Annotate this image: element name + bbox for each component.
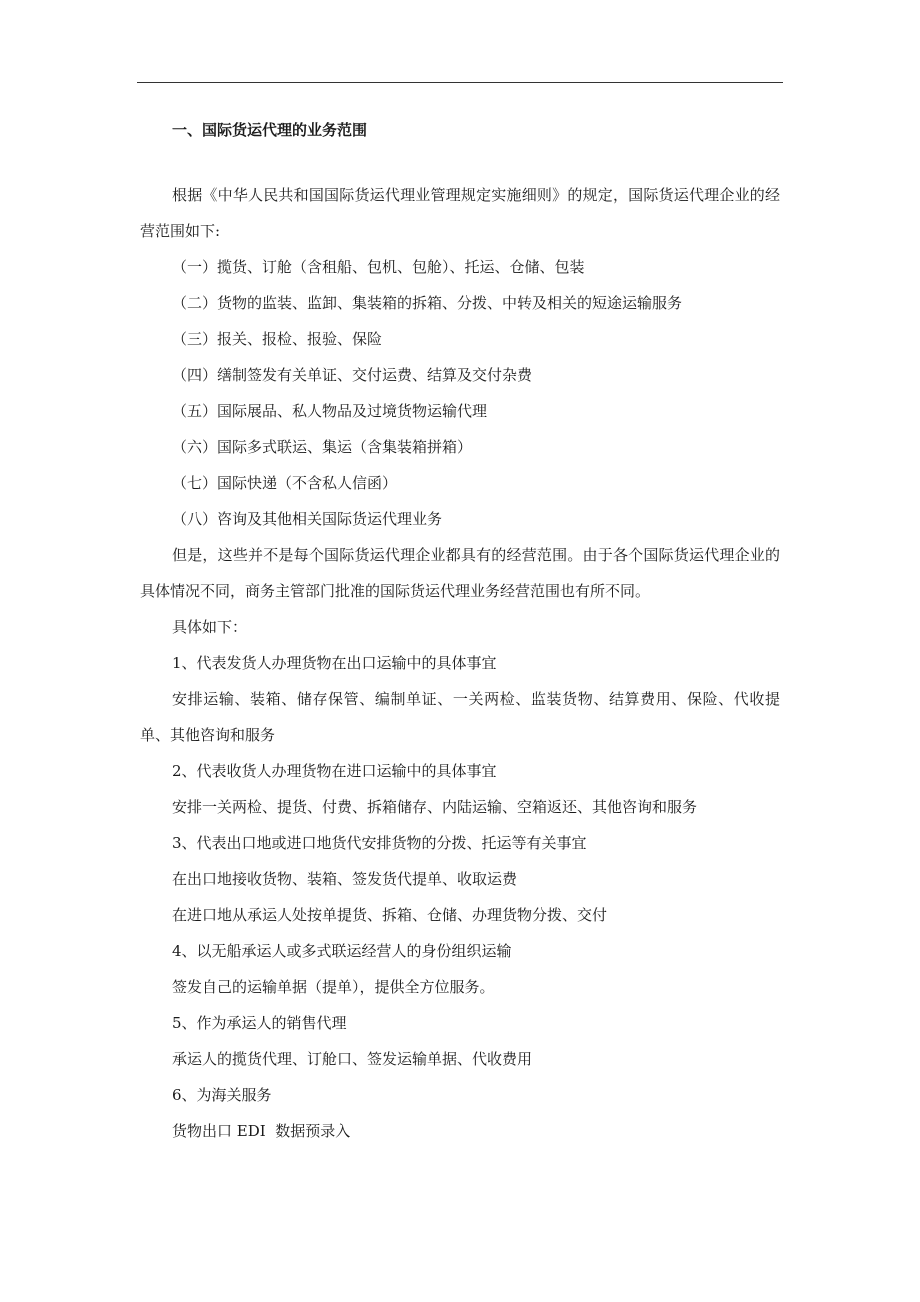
note-paragraph: 但是，这些并不是每个国际货运代理企业都具有的经营范围。由于各个国际货运代理企业的具体情况不同，商务主管部门批准的国际货运代理业务经营范围也有所不同。 (140, 546, 780, 600)
scope-item: （七）国际快递（不含私人信函） (172, 474, 398, 492)
scope-item: （八）咨询及其他相关国际货运代理业务 (172, 510, 443, 528)
detail-text: 签发自己的运输单据（提单），提供全方位服务。 (172, 978, 495, 996)
header-rule (137, 82, 783, 83)
detail-text: 货物出口 EDI 数据预录入 (172, 1122, 351, 1140)
detail-title: 2、代表收货人办理货物在进口运输中的具体事宜 (172, 762, 497, 780)
scope-item: （六）国际多式联运、集运（含集装箱拼箱） (172, 438, 473, 456)
scope-item: （三）报关、报检、报验、保险 (172, 330, 383, 348)
details-intro: 具体如下： (172, 618, 248, 636)
detail-text: 在进口地从承运人处按单提货、拆箱、仓储、办理货物分拨、交付 (172, 906, 608, 924)
detail-title: 1、代表发货人办理货物在出口运输中的具体事宜 (172, 654, 497, 672)
detail-text: 承运人的揽货代理、订舱口、签发运输单据、代收费用 (172, 1050, 533, 1068)
section-heading: 一、国际货运代理的业务范围 (172, 121, 368, 139)
scope-item: （二）货物的监装、监卸、集装箱的拆箱、分拨、中转及相关的短途运输服务 (172, 294, 683, 312)
detail-title: 4、以无船承运人或多式联运经营人的身份组织运输 (172, 942, 512, 960)
scope-item: （一）揽货、订舱（含租船、包机、包舱）、托运、仓储、包装 (172, 258, 585, 276)
document-body (140, 118, 780, 1149)
detail-title: 3、代表出口地或进口地货代安排货物的分拨、托运等有关事宜 (172, 834, 587, 852)
detail-title: 6、为海关服务 (172, 1086, 272, 1104)
detail-text: 安排运输、装箱、储存保管、编制单证、一关两检、监装货物、结算费用、保险、代收提单、其他咨询和服务 (140, 690, 780, 744)
intro-paragraph: 根据《中华人民共和国国际货运代理业管理规定实施细则》的规定，国际货运代理企业的经营范围如下: (140, 186, 780, 240)
scope-item: （五）国际展品、私人物品及过境货物运输代理 (172, 402, 488, 420)
detail-text: 安排一关两检、提货、付费、拆箱储存、内陆运输、空箱返还、其他咨询和服务 (172, 798, 698, 816)
detail-title: 5、作为承运人的销售代理 (172, 1014, 347, 1032)
scope-item: （四）缮制签发有关单证、交付运费、结算及交付杂费 (172, 366, 533, 384)
detail-text: 在出口地接收货物、装箱、签发货代提单、收取运费 (172, 870, 518, 888)
